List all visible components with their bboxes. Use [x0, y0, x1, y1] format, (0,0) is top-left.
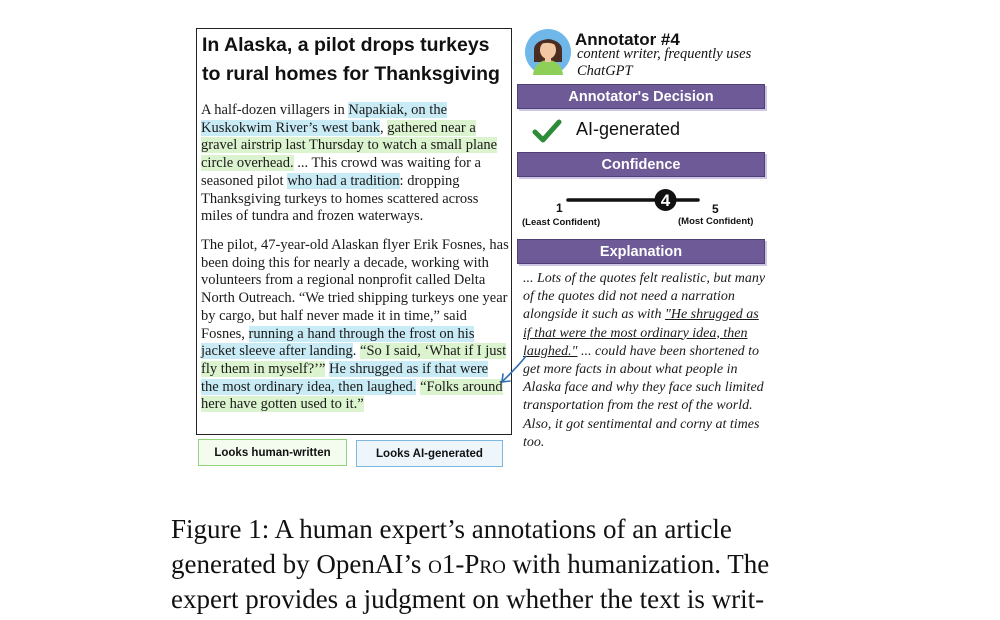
- check-icon: [532, 118, 562, 144]
- explanation-quote: "He shrugged as if that were the most ordinary idea, then laughed.": [523, 307, 759, 359]
- text-span: ,: [379, 119, 388, 136]
- confidence-value: 4: [660, 191, 671, 210]
- scale-min-label: (Least Confident): [522, 217, 601, 228]
- highlighted-span: “Folks around here have gotten used to it.”: [201, 378, 503, 413]
- annotator-avatar-icon: [524, 28, 572, 76]
- explanation-header: Explanation: [517, 239, 765, 264]
- confidence-header: Confidence: [517, 152, 765, 177]
- highlighted-span: Napakiak, on the Kuskokwim River’s west bank: [201, 102, 448, 136]
- looks-ai-generated-button[interactable]: Looks AI-generated: [356, 440, 503, 467]
- caption-part-1: Figure 1: A human expert’s annotations of an article generated by OpenAI’s: [171, 514, 732, 579]
- text-span: ... This crowd was waiting for a seasoned pilot: [201, 155, 481, 189]
- decision-value: AI-generated: [576, 119, 681, 139]
- figure-caption: [171, 512, 811, 617]
- looks-human-written-button[interactable]: Looks human-written: [198, 439, 347, 466]
- pointer-arrow-icon: [496, 352, 532, 388]
- caption-model-name: o1-Pro: [428, 549, 506, 579]
- text-span: A half-dozen villagers in: [201, 102, 349, 118]
- article-paragraph-2: [201, 237, 509, 414]
- explanation-post: ... could have been shortened to get more facts in about what people in Alaska face and why they face such limited transportation from the rest of the world. Also, it got sentimental and corny at times too.: [523, 343, 764, 450]
- highlighted-span: “So I said, ‘What if I just fly them in myself?’”: [201, 343, 507, 377]
- article-paragraph-1: [201, 102, 509, 226]
- confidence-slider: [540, 184, 740, 218]
- explanation-pre: ... Lots of the quotes felt realistic, but many of the quotes did not need a narration alongside it such as with: [523, 271, 766, 323]
- explanation-text: [523, 270, 769, 452]
- highlighted-span: running a hand through the frost on his jacket sleeve after landing: [201, 325, 475, 360]
- scale-max: 5: [712, 202, 719, 216]
- annotator-description: content writer, frequently uses ChatGPT: [577, 46, 752, 79]
- article-title: In Alaska, a pilot drops turkeys to rural homes for Thanksgiving: [202, 34, 500, 85]
- scale-min: 1: [556, 201, 563, 215]
- text-span: The pilot, 47-year-old Alaskan flyer Erik Fosnes, has been doing this for nearly a decade, working with volunteers from a regional nonprofit called Delta North Outreach. “We tried shipping turkeys one year by cargo, but half never made it in time,” said Fosnes,: [201, 237, 509, 342]
- text-span: .: [352, 343, 361, 360]
- scale-max-label: (Most Confident): [678, 216, 754, 227]
- caption-part-2: with humanization. The expert provides a judgment on whether the text is writ-: [171, 549, 770, 614]
- highlighted-span: He shrugged as if that were the most ordinary idea, then laughed.: [201, 360, 489, 395]
- highlighted-span: gathered near a gravel airstrip last Thursday to watch a small plane circle overhead.: [201, 119, 498, 172]
- confidence-knob: [655, 189, 677, 211]
- annotator-name: Annotator #4: [575, 30, 680, 49]
- text-span: : dropping Thanksgiving turkeys to homes scattered across miles of tundra and frozen waterways.: [201, 172, 479, 225]
- decision-header: Annotator's Decision: [517, 84, 765, 109]
- highlighted-span: who had a tradition: [287, 172, 400, 189]
